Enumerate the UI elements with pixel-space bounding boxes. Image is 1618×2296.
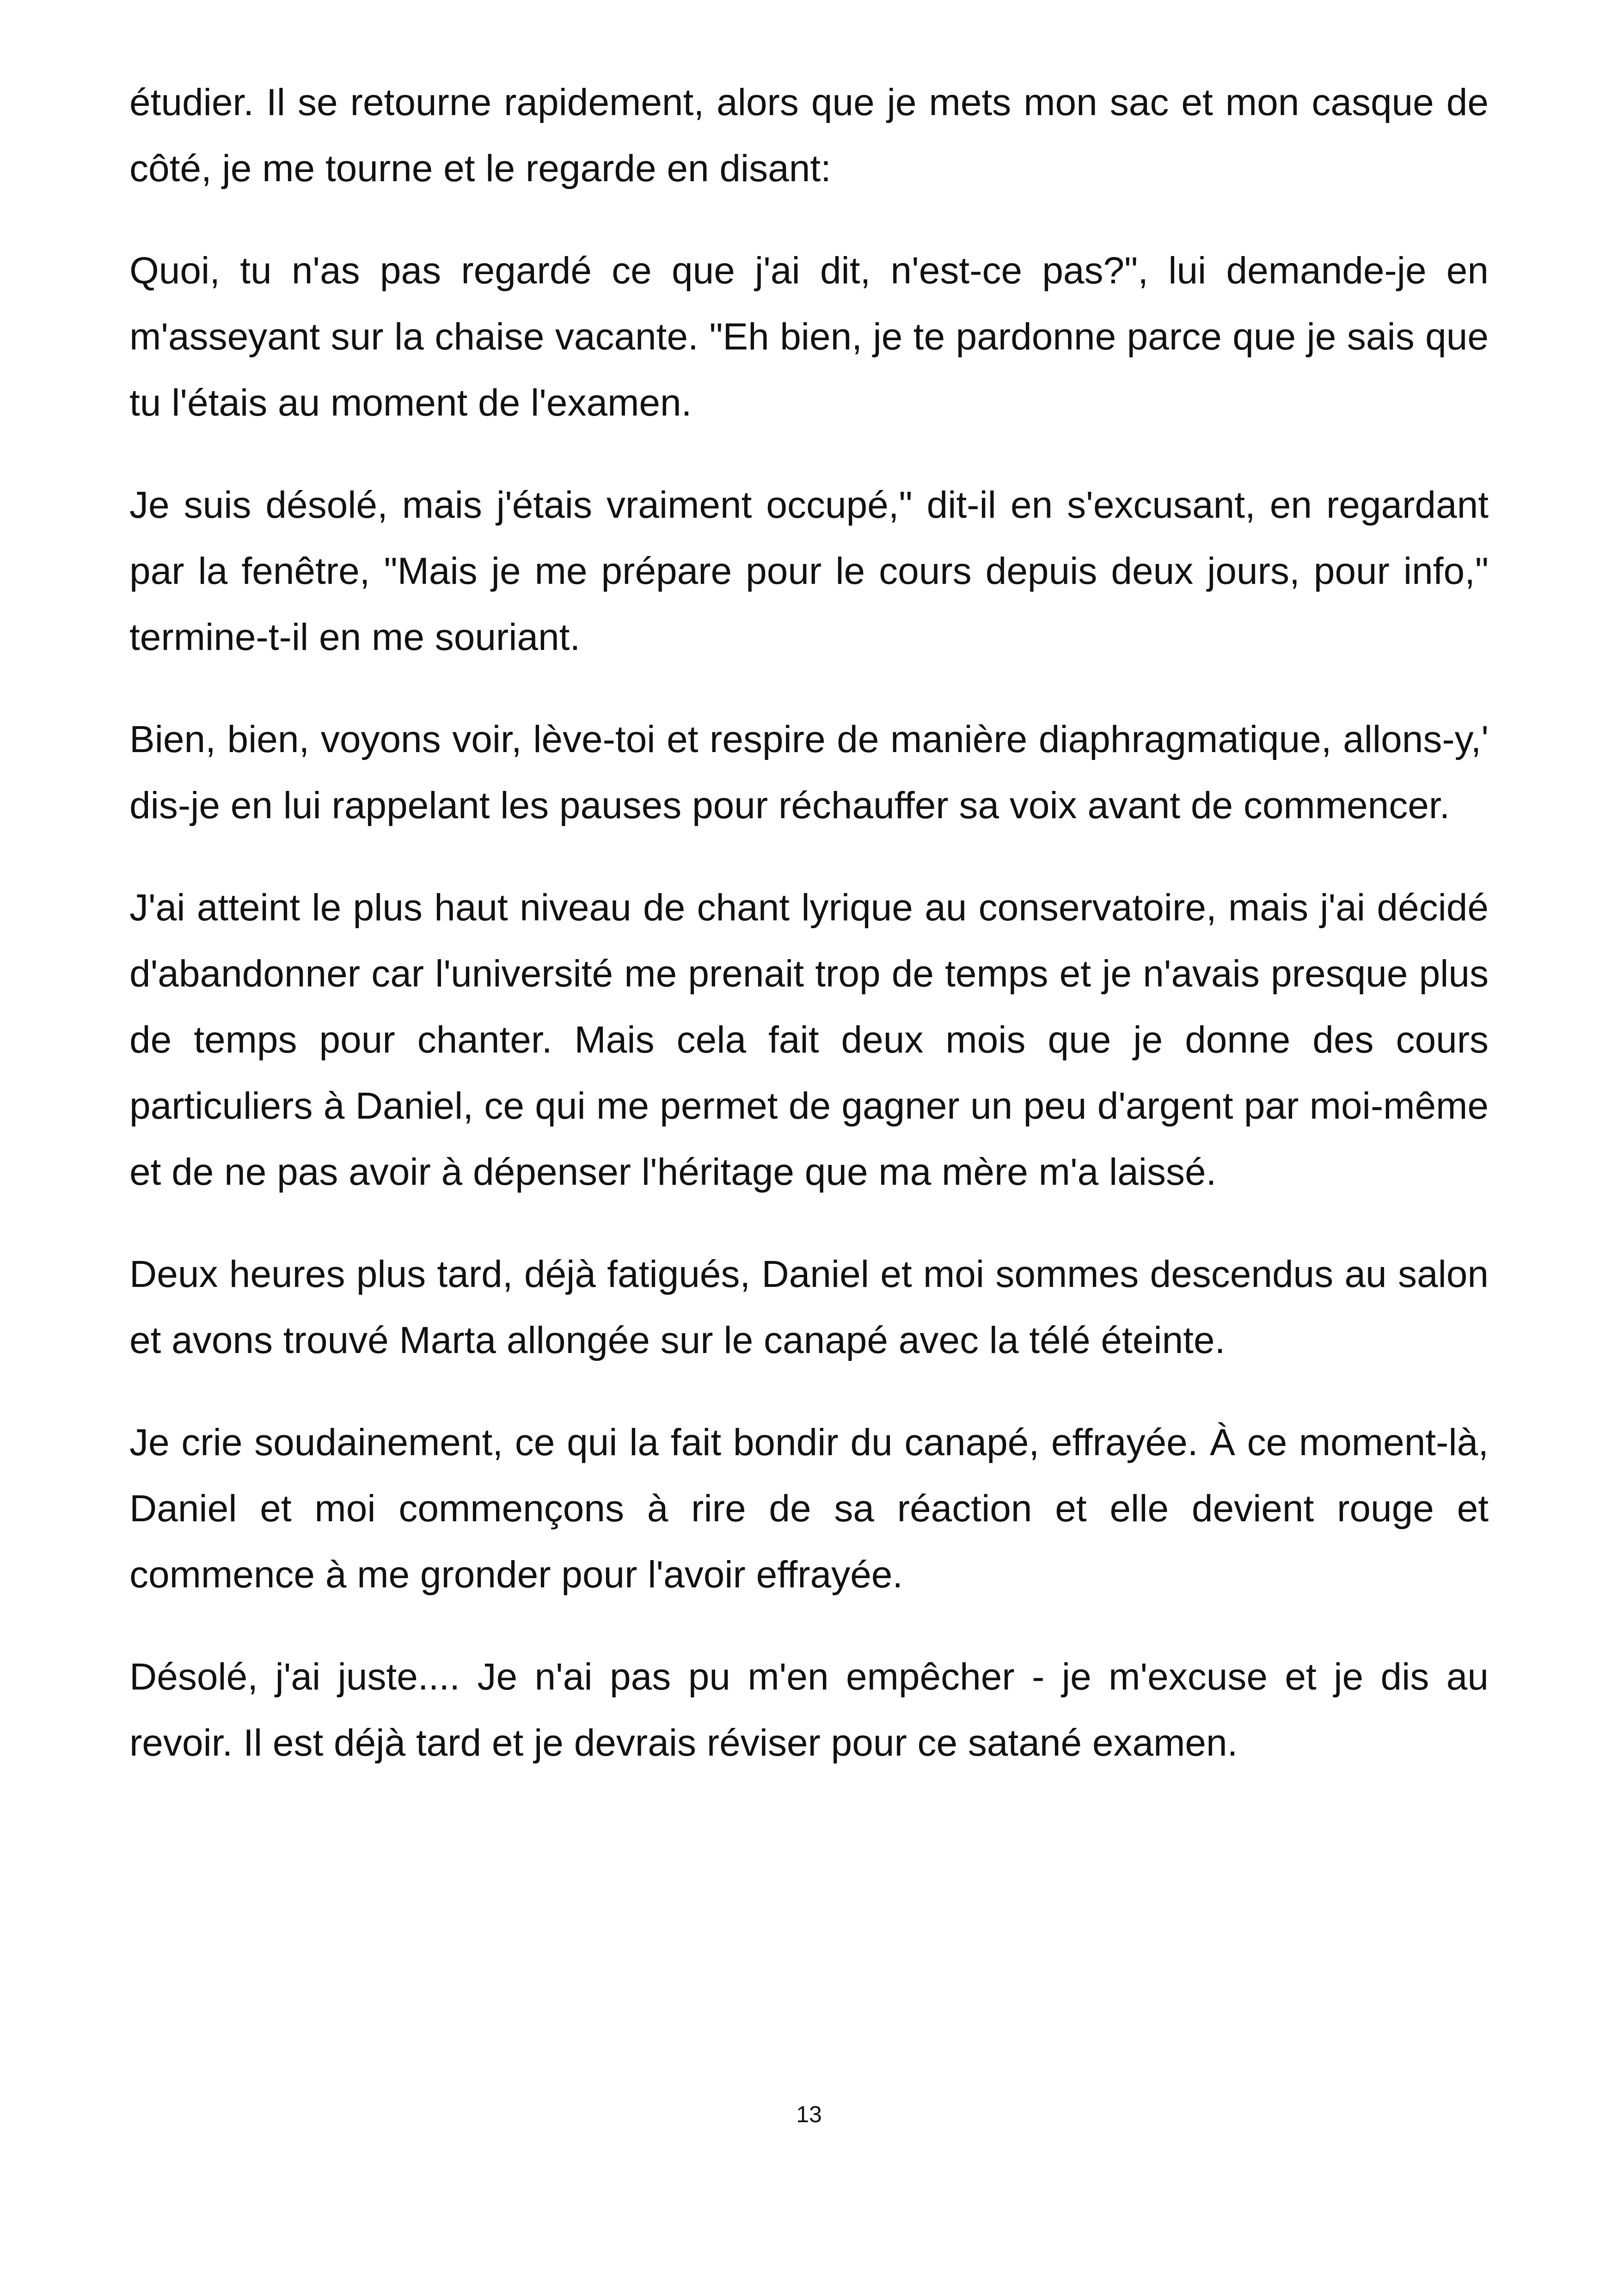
body-text (129, 69, 1489, 1812)
paragraph: Bien, bien, voyons voir, lève-toi et respire de manière diaphragmatique, allons-y,' dis-je en lui rappelant les pauses pour réchauffer sa voix avant de commencer. (129, 718, 1489, 827)
paragraph: Désolé, j'ai juste.... Je n'ai pas pu m'en empêcher - je m'excuse et je dis au revoir. Il est déjà tard et je devrais réviser pour ce satané examen. (129, 1656, 1489, 1764)
paragraph: étudier. Il se retourne rapidement, alors que je mets mon sac et mon casque de côté, je me tourne et le regarde en disant: (129, 81, 1489, 190)
paragraph: Deux heures plus tard, déjà fatigués, Daniel et moi sommes descendus au salon et avons trouvé Marta allongée sur le canapé avec la télé éteinte. (129, 1253, 1489, 1361)
page-number: 13 (796, 2101, 822, 2127)
paragraph: Je suis désolé, mais j'étais vraiment occupé," dit-il en s'excusant, en regardant par la fenêtre, "Mais je me prépare pour le cours depuis deux jours, pour info," termine-t-il en me souriant. (129, 484, 1489, 658)
paragraph: Quoi, tu n'as pas regardé ce que j'ai dit, n'est-ce pas?", lui demande-je en m'asseyant sur la chaise vacante. "Eh bien, je te pardonne parce que je sais que tu l'étais au moment de l'examen. (129, 250, 1489, 424)
paragraph: J'ai atteint le plus haut niveau de chant lyrique au conservatoire, mais j'ai décidé d'abandonner car l'université me prenait trop de temps et je n'avais presque plus de temps pour chanter. Mais cela fait deux mois que je donne des cours particuliers à Daniel, ce qui me permet de gagner un peu d'argent par moi-même et de ne pas avoir à dépenser l'héritage que ma mère m'a laissé. (129, 887, 1489, 1193)
paragraph: Je crie soudainement, ce qui la fait bondir du canapé, effrayée. À ce moment-là, Daniel et moi commençons à rire de sa réaction et elle devient rouge et commence à me gronder pour l'avoir effrayée. (129, 1421, 1489, 1596)
